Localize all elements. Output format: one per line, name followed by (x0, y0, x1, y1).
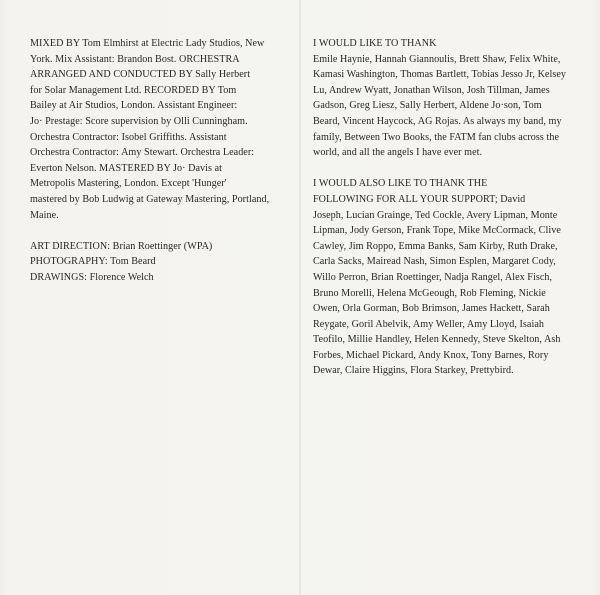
also-thanks-body: Joseph, Lucian Grainge, Ted Cockle, Avery Lipman, Monte Lipman, Jody Gerson, Frank Tope, Mike McCormack, Clive Cawley, Jim Roppo, Emma Banks, Sam Kirby, Ruth Drake, Carla Sacks, Mairead Nash, Simon Esplen, Margaret Cody, Willo Perron, Brian Roettinger, Nadja Rangel, Alex Fisch, Bruno Morelli, Helena McGeough, Rob Fleming, Nickie Owen, Orla Gorman, Bob Brimson, James Hackett, Sarah Reygate, Goril Abelvik, Amy Weller, Amy Lloyd, Isaiah Teofilo, Millie Handley, Helen Kennedy, Steve Skelton, Ash Forbes, Michael Pickard, Andy Knox, Tony Barnes, Rory Dewar, Claire Higgins, Flora Starkey, Prettybird. (313, 209, 561, 377)
production-credits: MIXED BY Tom Elmhirst at Electric Lady Studios, New York. Mix Assistant: Brandon Bost. ORCHESTRA ARRANGED AND CONDUCTED BY Sally Herbert for Solar Management Ltd. RECORDED BY Tom Bailey at Air Studios, London. Assistant Engineer: Jo· Prestage: Score supervision by Olli Cunningham. Orchestra Contractor: Isobel Griffiths. Assistant Orchestra Contractor: Amy Stewart. Orchestra Leader: Everton Nelson. MASTERED BY Jo· Davis at Metropolis Mastering, London. Except 'Hunger' mastered by Bob Ludwig at Gateway Mastering, Portland, Maine. (30, 38, 270, 221)
thanks-heading: I WOULD LIKE TO THANK (313, 38, 437, 49)
drawings-credit: DRAWINGS: Florence Welch (30, 271, 154, 283)
also-thanks-block (313, 176, 575, 379)
center-fold (299, 0, 301, 595)
also-thanks-heading: I WOULD ALSO LIKE TO THANK THE FOLLOWING FOR ALL YOUR SUPPORT; (313, 178, 498, 205)
left-column (30, 36, 276, 286)
thanks-body: Emile Haynie, Hannah Giannoulis, Brett Shaw, Felix White, Kamasi Washington, Thomas Bartlett, Tobias Jesso Jr, Kelsey Lu, Andrew Wyatt, Jonathan Wilson, Josh Tillman, James Gadson, Greg Liesz, Sally Herbert, Aldene Jo·son, Tom Beard, Vincent Haycock, AG Rojas. As always my band, my family, Between Two Books, the FATM fan clubs across the world, and all the angels I have ever met. (313, 53, 566, 159)
spacer (313, 161, 575, 177)
right-column (313, 36, 575, 379)
art-direction-credit: ART DIRECTION: Brian Roettinger (WPA) (30, 240, 213, 252)
photography-credit: PHOTOGRAPHY: Tom Beard (30, 256, 156, 268)
also-thanks-first-name: David (497, 193, 526, 205)
spacer (30, 223, 276, 239)
